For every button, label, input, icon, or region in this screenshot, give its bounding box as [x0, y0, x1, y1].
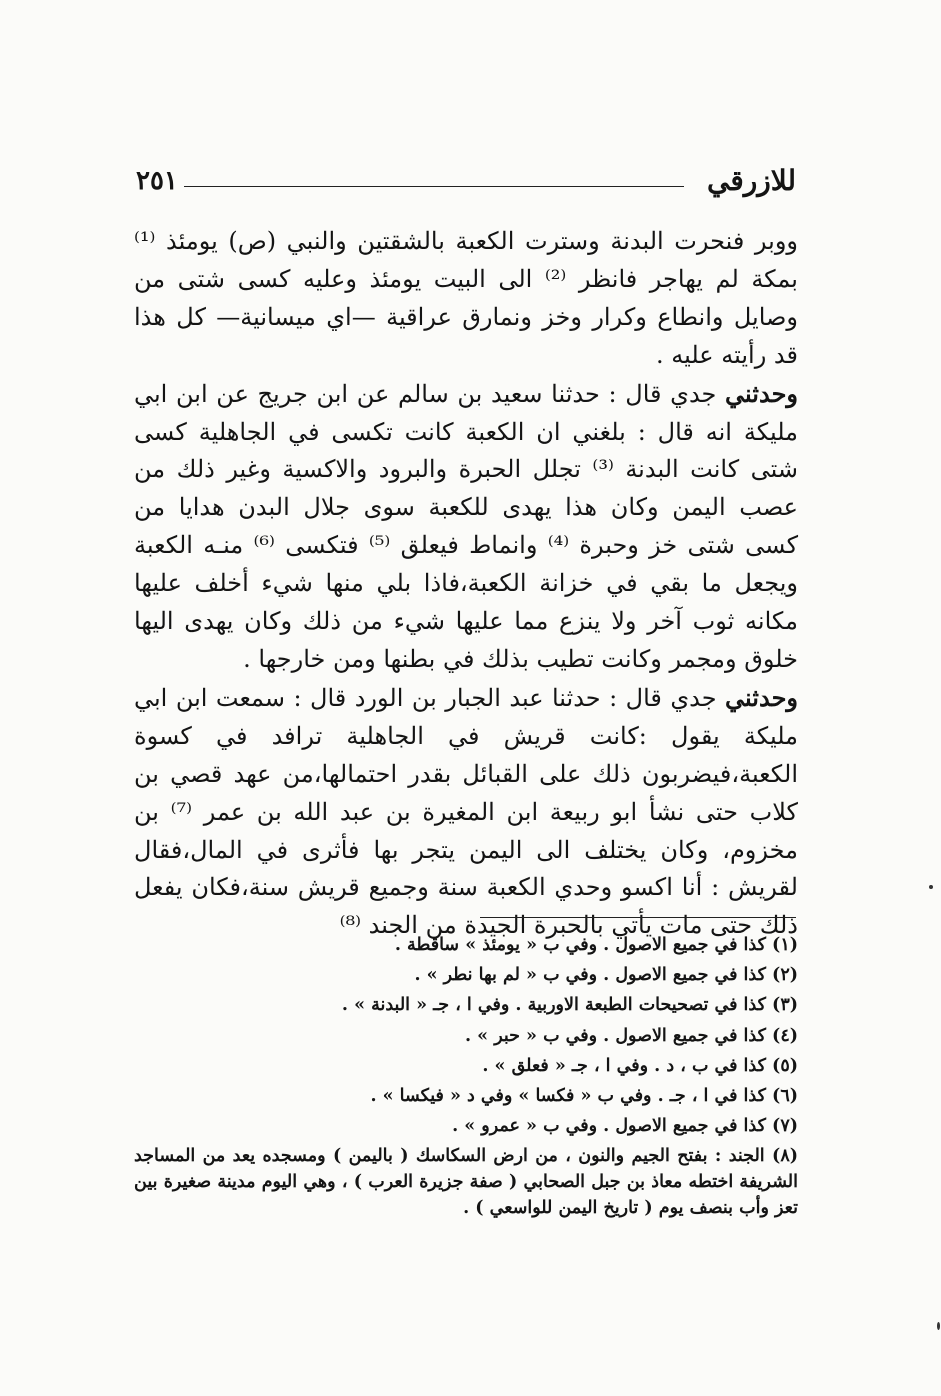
paragraph-3-text: جدي قال : حدثنا عبد الجبار بن الورد قال : سمعت ابن ابي مليكة يقول :كانت قريش في الجاهلية ترافد في كسوة الكعبة،فيضربون ذلك على القبائل بقدر احتمالها،من عهد قصي بن كلاب حتى نشأ ابو ربيعة ابن المغيرة بن عبد الله بن عمر ⁽⁷⁾ بن مخزوم، وكان يختلف الى اليمن يتجر بها فأثرى في المال،فقال لقريش : أنا اكسو وحدي الكعبة سنة وجميع قريش سنة،فكان يفعل ذلك حتى مات يأتي بالحبرة الجيدة من الجند ⁽⁸⁾ — [134, 683, 798, 940]
footnote-1: (١) كذا في جميع الاصول . وفي ب « يومئذ » ساقطة . — [394, 935, 798, 955]
footnotes — [134, 930, 798, 1221]
footnote-separator — [480, 917, 796, 918]
footnote-7: (٧) كذا في جميع الاصول . وفي ب « عمرو » . — [452, 1116, 798, 1137]
footnote-2: (٢) كذا في جميع الاصول . وفي ب « لم بها نطر » . — [414, 965, 798, 986]
header-rule — [184, 186, 684, 187]
paper-speck — [929, 885, 933, 889]
paragraph-3-lead: وحدثني — [725, 682, 798, 712]
footnote-8: (٨) الجند : بفتح الجيم والنون ، من ارض السكاسك ( باليمن ) ومسجده يعد من المساجد الشريفة اختطه معاذ بن جبل الصحابي ( صفة جزيرة العرب ) ، وهي اليوم مدينة صغيرة بين تعز وأب بنصف يوم ( تاريخ اليمن للواسعي ) . — [134, 1146, 798, 1219]
page-header — [132, 166, 796, 202]
paragraph-2-text: جدي قال : حدثنا سعيد بن سالم عن ابن جريج عن ابن ابي مليكة انه قال : بلغني ان الكعبة كانت تكسى في الجاهلية كسى شتى كانت البدنة ⁽³⁾ تجلل الحبرة والبرود والاكسية وغير ذلك من عصب اليمن وكان هذا يهدى للكعبة سوى جلال البدن هدايا من كسى شتى خز وحبرة ⁽⁴⁾ وانماط فيعلق ⁽⁵⁾ فتكسى ⁽⁶⁾ منـه الكعبة ويجعل ما بقي في خزانة الكعبة،فاذا بلي منها شيء أخلف عليها مكانه ثوب آخر ولا ينزع مما عليها شيء من ذلك وكان يهدى اليها خلوق ومجمر وكانت تطيب بذلك في بطنها ومن خارجها . — [134, 379, 799, 673]
footnote-3: (٣) كذا في تصحيحات الطبعة الاوربية . وفي ا ، جـ « البدنة » . — [341, 995, 798, 1016]
paper-speck — [937, 1322, 940, 1330]
footnote-5: (٥) كذا في ب ، د . وفي ا ، جـ « فعلق » . — [482, 1055, 798, 1076]
main-text — [134, 223, 798, 945]
running-head: للازرقي — [706, 164, 796, 197]
footnote-6: (٦) كذا في ا ، جـ . وفي ب « فكسا » وفي د « فيكسا » . — [370, 1086, 798, 1107]
paragraph-1: ووبر فنحرت البدنة وسترت الكعبة بالشقتين والنبي (ص) يومئذ ⁽¹⁾ بمكة لم يهاجر فانظر ⁽²⁾ الى البيت يومئذ وعليه كسى شتى من وصايل وانطاع وكرار وخز ونمارق عراقية —اي ميسانية— كل هذا قد رأيته عليه . — [134, 227, 798, 369]
paragraph-3 — [134, 679, 798, 945]
footnote-4: (٤) كذا في جميع الاصول . وفي ب « حبر » . — [465, 1025, 798, 1046]
page-number: ٢٥١ — [136, 166, 178, 196]
paragraph-2 — [134, 375, 798, 679]
paragraph-2-lead: وحدثني — [725, 378, 798, 408]
